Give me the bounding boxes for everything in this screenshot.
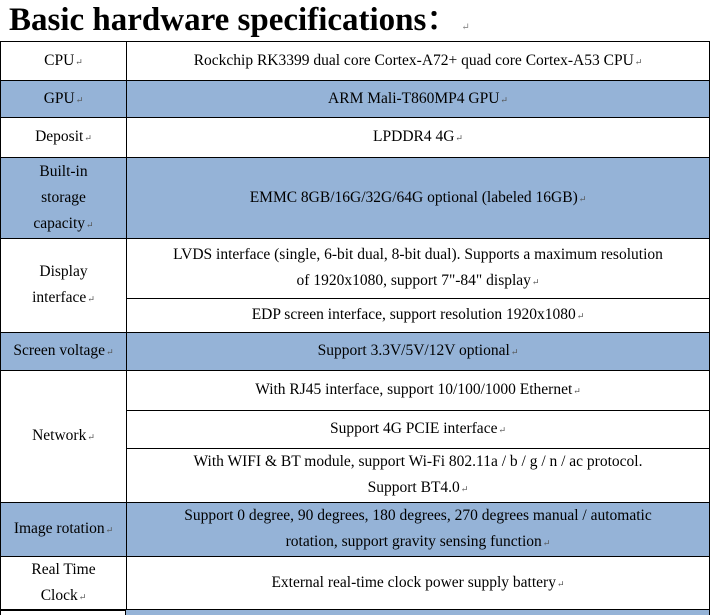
table-row-storage (1, 158, 710, 239)
cell-text: Screen voltage (13, 342, 106, 359)
paragraph-mark-icon: ↵ (84, 133, 92, 143)
cell-text: Support 3.3V/5V/12V optional (317, 342, 510, 359)
page-title (9, 0, 470, 40)
cell-text: capacity (33, 214, 86, 232)
paragraph-mark-icon: ↵ (106, 347, 114, 357)
paragraph-mark-icon: ↵ (576, 311, 585, 321)
cell-text: GPU (43, 89, 75, 107)
cell-text: Real Time (31, 561, 96, 578)
cell-text: Display (39, 263, 88, 280)
row-label-deposit (1, 118, 127, 158)
paragraph-mark-icon: ↵ (75, 56, 83, 67)
table-row-clock (1, 557, 710, 611)
paragraph-mark-icon: ↵ (460, 484, 469, 494)
paragraph-mark-icon: ↵ (78, 592, 87, 602)
cell-text: EDP screen interface, support resolution 1920x1080 (251, 306, 576, 323)
cell-text: Image rotation (13, 520, 105, 537)
cell-text: EMMC 8GB/16G/32G/64G optional (labeled 16GB) (249, 188, 578, 206)
cell-text: storage (41, 188, 86, 206)
cell-text: rotation, support gravity sensing function (285, 533, 542, 550)
row-value-display-lvds (127, 239, 710, 299)
row-value-rotation (127, 503, 710, 557)
table-row-gpu (1, 81, 710, 118)
row-value-network-rj45 (127, 371, 710, 411)
row-value-storage (127, 158, 710, 239)
paragraph-mark-icon: ↵ (75, 94, 84, 105)
paragraph-mark-icon: ↵ (510, 347, 519, 357)
row-value-deposit (127, 118, 710, 158)
paragraph-mark-icon: ↵ (87, 432, 95, 442)
paragraph-mark-icon: ↵ (531, 277, 540, 287)
row-value-network-4g (127, 411, 710, 449)
cell-text: Rockchip RK3399 dual core Cortex-A72+ quad core Cortex-A53 CPU (193, 51, 634, 69)
paragraph-mark-icon: ↵ (556, 579, 565, 589)
cell-text: Support 4G PCIE interface (330, 420, 498, 437)
paragraph-mark-icon: ↵ (634, 56, 643, 67)
cell-text: Deposit (35, 128, 84, 145)
cell-text: CPU (44, 51, 75, 69)
cell-text: Built-in (39, 162, 88, 180)
spec-table (0, 41, 710, 611)
cell-text: ARM Mali-T860MP4 GPU (328, 89, 500, 107)
cell-text: Support BT4.0 (367, 479, 460, 496)
row-label-storage (1, 158, 127, 239)
row-label-cpu (1, 42, 127, 81)
row-value-display-edp (127, 299, 710, 333)
paragraph-mark-icon: ↵ (87, 294, 95, 304)
table-continuation-value-cell (126, 610, 710, 615)
cell-text: External real-time clock power supply battery (271, 574, 556, 591)
table-row-rotation (1, 503, 710, 557)
row-label-gpu (1, 81, 127, 118)
cell-text: With WIFI & BT module, support Wi-Fi 802.11a / b / g / n / ac protocol. (193, 453, 643, 470)
row-label-clock (1, 557, 127, 611)
paragraph-mark-icon: ↵ (542, 538, 551, 548)
row-value-voltage (127, 333, 710, 371)
row-label-rotation (1, 503, 127, 557)
cell-text: Network (32, 427, 87, 444)
row-label-voltage (1, 333, 127, 371)
cell-text: LPDDR4 4G (373, 128, 455, 145)
paragraph-mark-icon: ↵ (498, 425, 506, 435)
paragraph-mark-icon: ↵ (461, 22, 470, 33)
paragraph-mark-icon: ↵ (455, 133, 463, 143)
cell-text: of 1920x1080, support 7"-84" display (296, 272, 531, 289)
page-title-text: Basic hardware specifications： (9, 2, 460, 38)
cell-text: LVDS interface (single, 6-bit dual, 8-bit dual). Supports a maximum resolution (173, 246, 663, 263)
table-row-display-lvds (1, 239, 710, 299)
row-label-display (1, 239, 127, 333)
row-value-gpu (127, 81, 710, 118)
table-row-deposit (1, 118, 710, 158)
paragraph-mark-icon: ↵ (500, 94, 508, 105)
paragraph-mark-icon: ↵ (578, 193, 587, 204)
table-row-cpu (1, 42, 710, 81)
cell-text: With RJ45 interface, support 10/100/1000 Ethernet (255, 381, 573, 398)
row-value-clock (127, 557, 710, 611)
paragraph-mark-icon: ↵ (86, 219, 94, 230)
cell-text: interface (32, 289, 87, 306)
table-row-voltage (1, 333, 710, 371)
paragraph-mark-icon: ↵ (573, 386, 581, 396)
table-row-network-rj45 (1, 371, 710, 411)
row-label-network (1, 371, 127, 503)
cell-text: Support 0 degree, 90 degrees, 180 degrees, 270 degrees manual / automatic (184, 507, 652, 524)
row-value-cpu (127, 42, 710, 81)
table-continuation-label-cell (0, 610, 126, 615)
cell-text: Clock (40, 587, 78, 604)
paragraph-mark-icon: ↵ (105, 525, 114, 535)
table-continuation (0, 609, 710, 615)
row-value-network-wifi (127, 449, 710, 503)
